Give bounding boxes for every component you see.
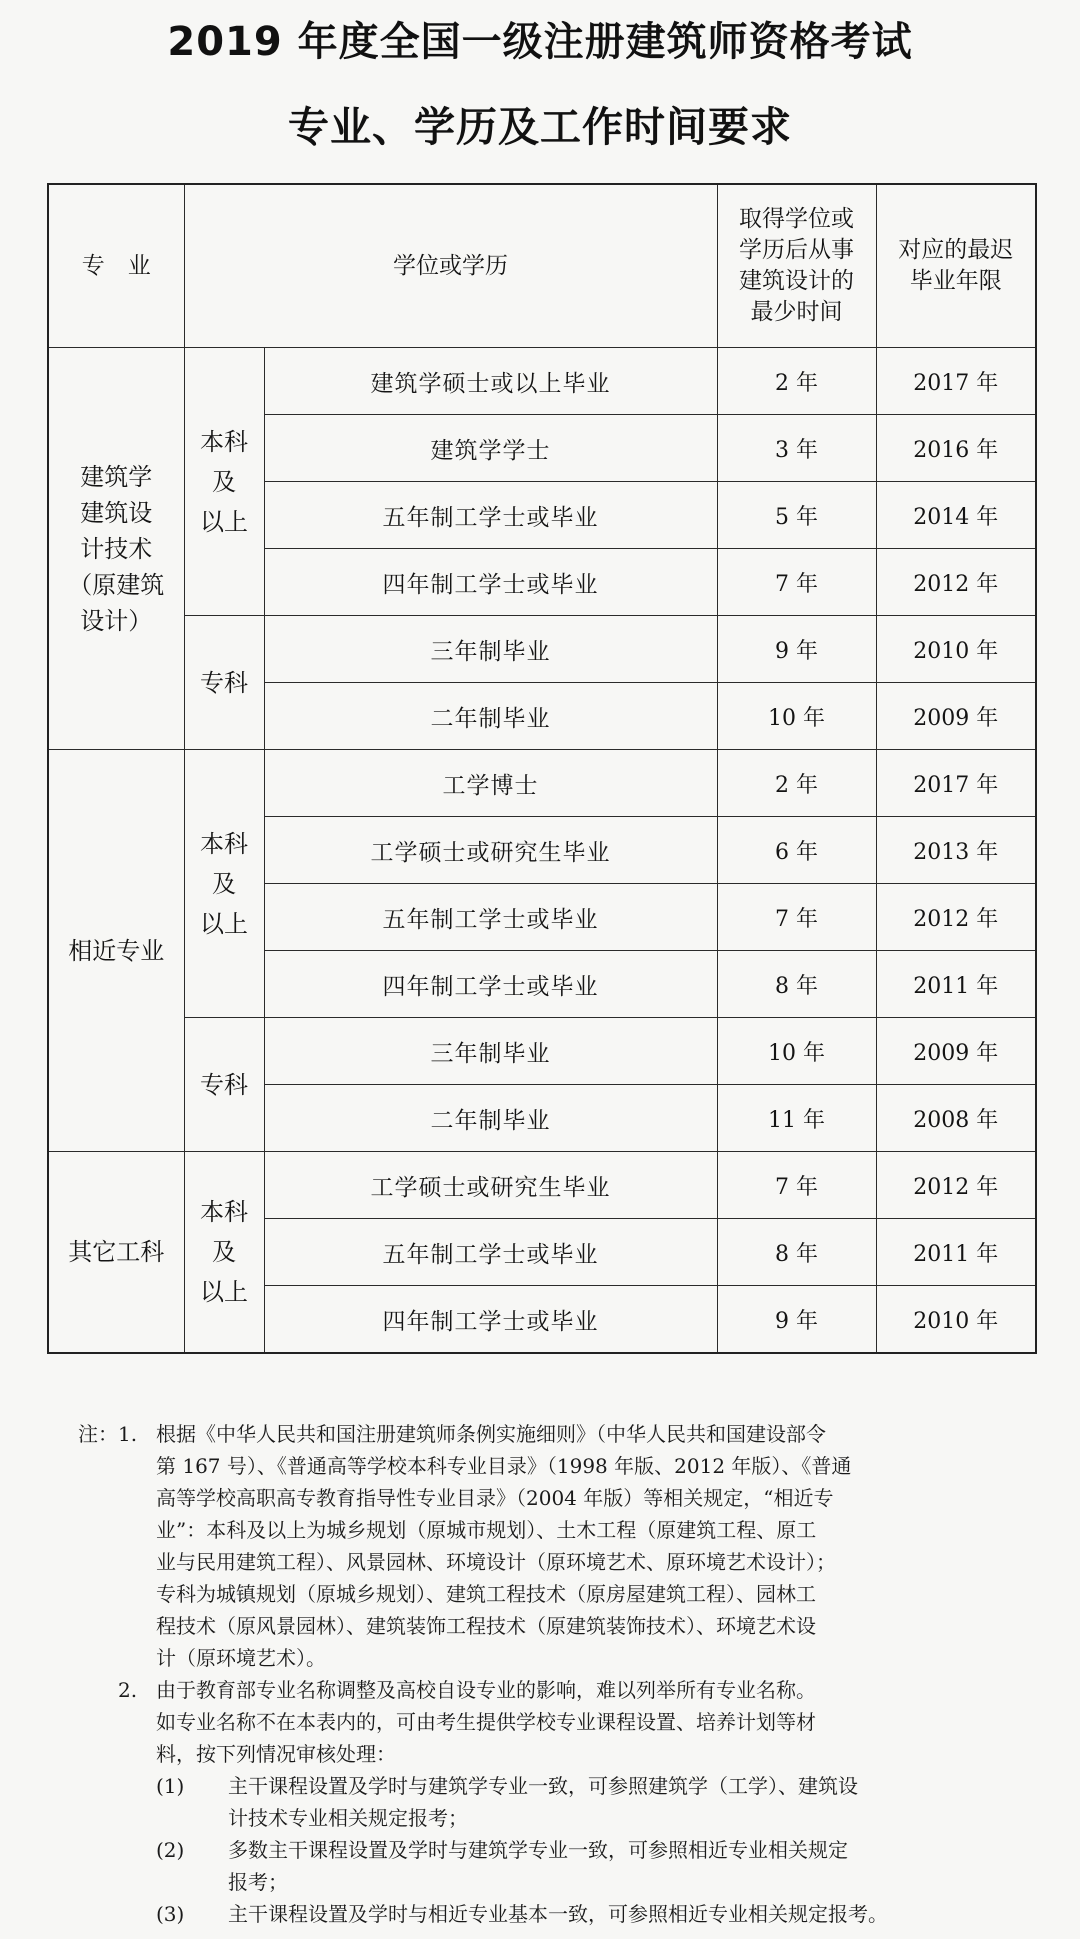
category-cell: 建筑学 建筑设 计技术 （原建筑 设计） (48, 348, 184, 750)
min-years-cell: 9 年 (717, 616, 876, 683)
latest-year-cell: 2009 年 (876, 1018, 1036, 1085)
note-2-number: 2. (118, 1678, 138, 1702)
level-cell: 本科 及 以上 (184, 348, 264, 616)
degree-cell: 五年制工学士或毕业 (264, 482, 717, 549)
degree-cell: 建筑学硕士或以上毕业 (264, 348, 717, 415)
table-row (48, 750, 1036, 817)
category-cell: 相近专业 (48, 750, 184, 1152)
note-2-item-2: (2) 多数主干课程设置及学时与建筑学专业一致，可参照相近专业相关规定 报考； (156, 1838, 848, 1894)
table-body (48, 348, 1036, 1354)
min-years-cell: 3 年 (717, 415, 876, 482)
degree-cell: 二年制毕业 (264, 683, 717, 750)
header-major: 专 业 (48, 184, 184, 348)
degree-cell: 工学硕士或研究生毕业 (264, 817, 717, 884)
latest-year-cell: 2012 年 (876, 884, 1036, 951)
note-1-number: 注：1. (78, 1422, 138, 1446)
level-cell: 专科 (184, 616, 264, 750)
min-years-cell: 7 年 (717, 1152, 876, 1219)
latest-year-cell: 2009 年 (876, 683, 1036, 750)
degree-cell: 二年制毕业 (264, 1085, 717, 1152)
notes-section (78, 1418, 998, 1930)
table-header-row (48, 184, 1036, 348)
min-years-cell: 2 年 (717, 750, 876, 817)
note-1: 注：1. 根据《中华人民共和国注册建筑师条例实施细则》（中华人民共和国建设部令 第 167 号）、《普通高等学校本科专业目录》（1998 年版、2012 年版）、《普通 高等学校高职高专教育指导性专业目录》（2004 年版）等相关规定，“相近专 业”：本科及以上为城乡规划（原城市规划）、土木工程（原建筑工程、原工 业与民用建筑工程）、风景园林、环境设计（原环境艺术、原环境艺术设计）； 专科为城镇规划（原城乡规划）、建筑工程技术（原房屋建筑工程）、园林工 程技术（原风景园林）、建筑装饰工程技术（原建筑装饰技术）、环境艺术设 计（原环境艺术）。 (78, 1418, 998, 1674)
level-cell: 本科 及 以上 (184, 750, 264, 1018)
degree-cell: 三年制毕业 (264, 1018, 717, 1085)
latest-year-cell: 2016 年 (876, 415, 1036, 482)
degree-cell: 四年制工学士或毕业 (264, 1286, 717, 1354)
latest-year-cell: 2017 年 (876, 750, 1036, 817)
level-cell: 本科 及 以上 (184, 1152, 264, 1354)
latest-year-cell: 2017 年 (876, 348, 1036, 415)
latest-year-cell: 2008 年 (876, 1085, 1036, 1152)
latest-year-cell: 2010 年 (876, 616, 1036, 683)
min-years-cell: 9 年 (717, 1286, 876, 1354)
min-years-cell: 7 年 (717, 549, 876, 616)
table-row (48, 616, 1036, 683)
note-2: 2. 由于教育部专业名称调整及高校自设专业的影响，难以列举所有专业名称。 如专业名称不在本表内的，可由考生提供学校专业课程设置、培养计划等材 料，按下列情况审核处理： (78, 1674, 998, 1770)
document-title: 2019 年度全国一级注册建筑师资格考试 (167, 19, 913, 65)
latest-year-cell: 2014 年 (876, 482, 1036, 549)
note-2-item-3: (3) 主干课程设置及学时与相近专业基本一致，可参照相近专业相关规定报考。 (156, 1902, 888, 1926)
header-degree: 学位或学历 (184, 184, 717, 348)
min-years-cell: 10 年 (717, 1018, 876, 1085)
min-years-cell: 7 年 (717, 884, 876, 951)
latest-year-cell: 2011 年 (876, 1219, 1036, 1286)
table-row (48, 348, 1036, 415)
min-years-cell: 2 年 (717, 348, 876, 415)
table-row (48, 1152, 1036, 1219)
level-cell: 专科 (184, 1018, 264, 1152)
degree-cell: 三年制毕业 (264, 616, 717, 683)
degree-cell: 五年制工学士或毕业 (264, 1219, 717, 1286)
min-years-cell: 8 年 (717, 1219, 876, 1286)
requirements-table (47, 183, 1037, 1354)
latest-year-cell: 2012 年 (876, 1152, 1036, 1219)
latest-year-cell: 2010 年 (876, 1286, 1036, 1354)
degree-cell: 四年制工学士或毕业 (264, 549, 717, 616)
min-years-cell: 8 年 (717, 951, 876, 1018)
degree-cell: 工学硕士或研究生毕业 (264, 1152, 717, 1219)
min-years-cell: 11 年 (717, 1085, 876, 1152)
degree-cell: 工学博士 (264, 750, 717, 817)
header-min-time: 取得学位或 学历后从事 建筑设计的 最少时间 (717, 184, 876, 348)
latest-year-cell: 2013 年 (876, 817, 1036, 884)
document-subtitle: 专业、学历及工作时间要求 (288, 103, 792, 151)
category-cell: 其它工科 (48, 1152, 184, 1354)
table-row (48, 1018, 1036, 1085)
min-years-cell: 10 年 (717, 683, 876, 750)
min-years-cell: 6 年 (717, 817, 876, 884)
degree-cell: 四年制工学士或毕业 (264, 951, 717, 1018)
latest-year-cell: 2012 年 (876, 549, 1036, 616)
degree-cell: 五年制工学士或毕业 (264, 884, 717, 951)
latest-year-cell: 2011 年 (876, 951, 1036, 1018)
degree-cell: 建筑学学士 (264, 415, 717, 482)
note-2-item-1: (1) 主干课程设置及学时与建筑学专业一致，可参照建筑学（工学）、建筑设 计技术专业相关规定报考； (156, 1774, 858, 1830)
min-years-cell: 5 年 (717, 482, 876, 549)
header-latest-year: 对应的最迟 毕业年限 (876, 184, 1036, 348)
